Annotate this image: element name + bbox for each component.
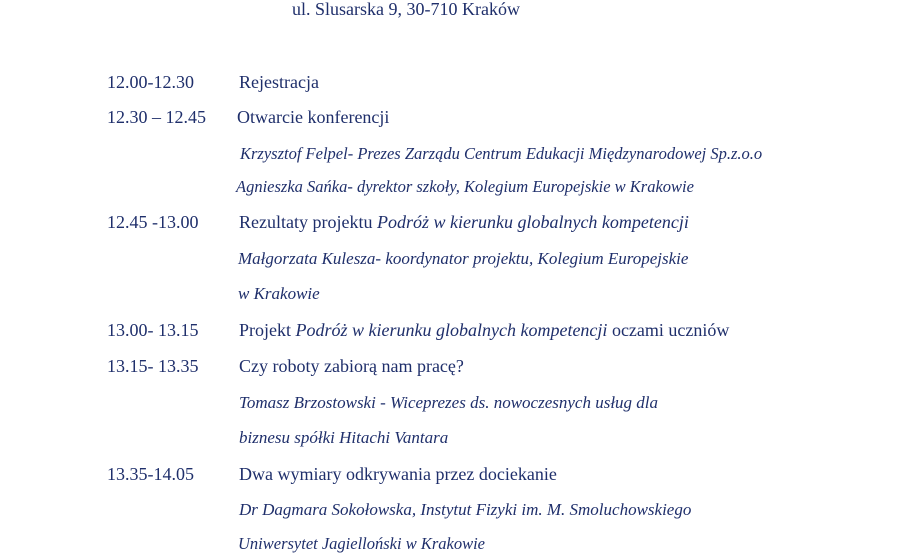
speaker-line-5: Tomasz Brzostowski - Wiceprezes ds. nowoczesnych usług dla bbox=[239, 393, 659, 412]
agenda-title-2: Otwarcie konferencji bbox=[237, 107, 390, 127]
agenda-time-1: 12.00-12.30 bbox=[107, 72, 194, 92]
agenda-title-5: Czy roboty zabiorą nam pracę? bbox=[239, 356, 464, 376]
agenda-time-6: 13.35-14.05 bbox=[107, 464, 194, 484]
speaker-line-3: Małgorzata Kulesza- koordynator projektu, Kolegium Europejskie bbox=[238, 249, 689, 268]
venue-address: ul. Slusarska 9, 30-710 Kraków bbox=[292, 0, 520, 19]
agenda-time-2: 12.30 – 12.45 bbox=[107, 107, 206, 127]
speaker-line-7: Dr Dagmara Sokołowska, Instytut Fizyki im. M. Smoluchowskiego bbox=[239, 500, 692, 519]
agenda-title-1: Rejestracja bbox=[239, 72, 319, 92]
agenda-title-4-suffix: oczami uczniów bbox=[607, 320, 730, 340]
speaker-line-6: biznesu spółki Hitachi Vantara bbox=[239, 428, 449, 447]
agenda-title-3-plain: Rezultaty projektu bbox=[239, 212, 377, 232]
agenda-title-4-italic: Podróż w kierunku globalnych kompetencji bbox=[295, 320, 608, 340]
speaker-line-2: Agnieszka Sańka- dyrektor szkoły, Kolegium Europejskie w Krakowie bbox=[236, 177, 694, 196]
agenda-time-4: 13.00- 13.15 bbox=[107, 320, 199, 340]
agenda-title-4-plain: Projekt bbox=[239, 320, 296, 340]
speaker-line-1: Krzysztof Felpel- Prezes Zarządu Centrum Edukacji Międzynarodowej Sp.z.o.o bbox=[240, 144, 763, 163]
agenda-title-3 bbox=[239, 212, 689, 233]
agenda-title-6: Dwa wymiary odkrywania przez dociekanie bbox=[239, 464, 557, 484]
agenda-time-5: 13.15- 13.35 bbox=[107, 356, 199, 376]
speaker-line-4: w Krakowie bbox=[238, 284, 320, 303]
agenda-time-3: 12.45 -13.00 bbox=[107, 212, 199, 232]
agenda-title-3-italic: Podróż w kierunku globalnych kompetencji bbox=[376, 212, 689, 232]
speaker-line-8: Uniwersytet Jagielloński w Krakowie bbox=[238, 534, 486, 553]
agenda-title-4 bbox=[239, 320, 729, 341]
